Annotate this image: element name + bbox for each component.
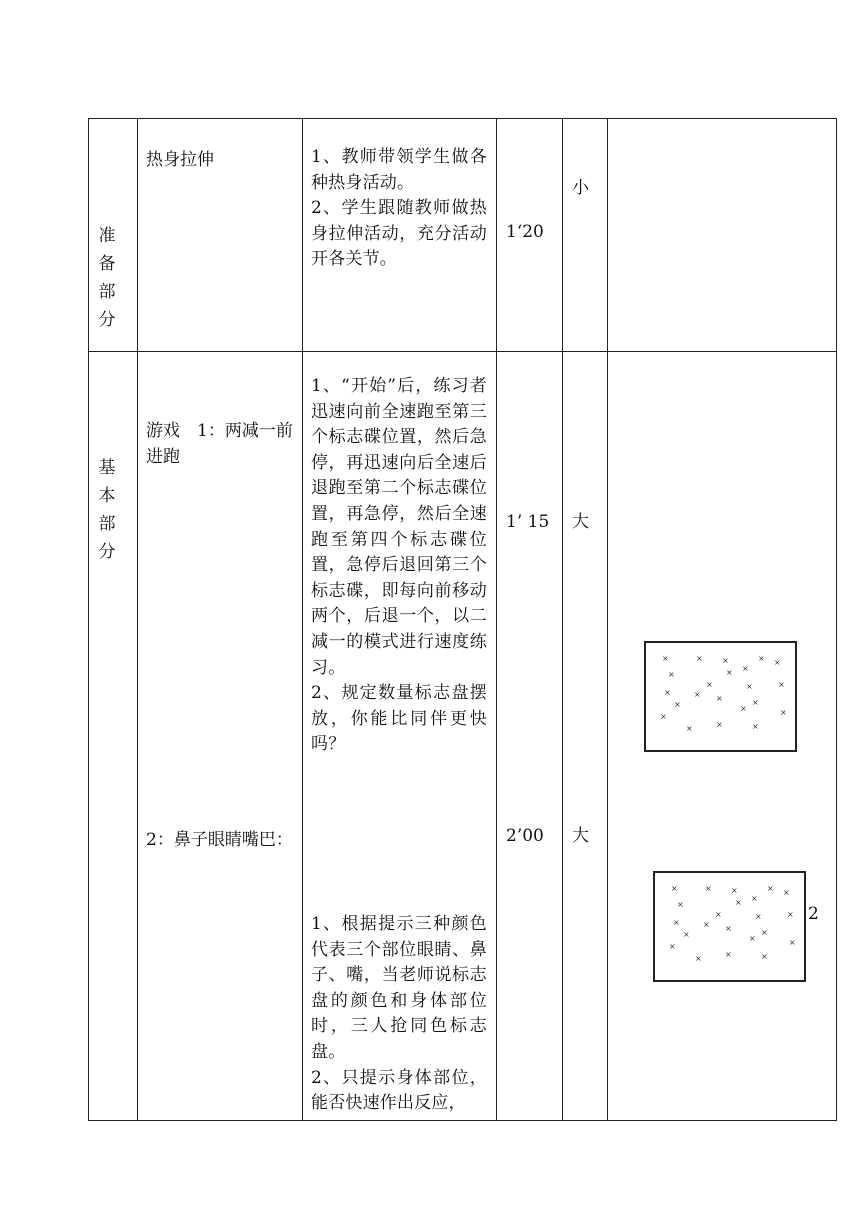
intensity-game2: 大 — [572, 826, 589, 846]
player-marker-icon: × — [742, 664, 749, 673]
player-marker-icon: × — [662, 654, 669, 663]
player-marker-icon: × — [752, 698, 759, 707]
player-marker-icon: × — [686, 724, 693, 733]
player-marker-icon: × — [695, 954, 702, 963]
player-marker-icon: × — [746, 682, 753, 691]
player-marker-icon: × — [751, 894, 758, 903]
content-game1 — [311, 374, 487, 758]
player-marker-icon: × — [683, 930, 690, 939]
player-marker-icon: × — [674, 700, 681, 709]
section-label-prep: 准备部分 — [98, 226, 116, 330]
formation-diagram-game1 — [644, 641, 797, 752]
player-marker-icon: × — [694, 690, 701, 699]
content-line: 2、规定数量标志盘摆放，你能比同伴更快吗？ — [311, 683, 487, 755]
content-game2 — [311, 912, 487, 1117]
player-marker-icon: × — [749, 934, 756, 943]
diagram-label: 2 — [808, 904, 819, 924]
player-marker-icon: × — [787, 910, 794, 919]
player-marker-icon: × — [761, 952, 768, 961]
section-label-basic: 基本部分 — [98, 458, 116, 562]
player-marker-icon: × — [716, 694, 723, 703]
content-line: 1、根据提示三种颜色代表三个部位眼睛、鼻子、嘴，当老师说标志盘的颜色和身体部位时，三人抢同色标志盘。 — [311, 914, 487, 1062]
column-divider — [137, 119, 138, 1120]
intensity-game1: 大 — [572, 512, 589, 532]
content-line: 1、“开始”后，练习者迅速向前全速跑至第三个标志碟位置，然后急停，再迅速向后全速后退跑至第二个标志碟位置，再急停，然后全速跑至第四个标志碟位置，急停后退回第三个标志碟，即每向前移动两个，后退一个，以二减一的模式进行速度练习。 — [311, 376, 487, 678]
player-marker-icon: × — [774, 658, 781, 667]
player-marker-icon: × — [696, 654, 703, 663]
player-marker-icon: × — [703, 920, 710, 929]
player-marker-icon: × — [778, 680, 785, 689]
player-marker-icon: × — [731, 886, 738, 895]
player-marker-icon: × — [761, 928, 768, 937]
content-line: 2、只提示身体部位，能否快速作出反应， — [311, 1067, 487, 1114]
player-marker-icon: × — [755, 912, 762, 921]
column-divider — [607, 119, 608, 1120]
player-marker-icon: × — [705, 884, 712, 893]
item-game2: 2：鼻子眼睛嘴巴： — [146, 830, 293, 850]
player-marker-icon: × — [725, 924, 732, 933]
content-line: 1、教师带领学生做各种热身活动。 — [311, 147, 487, 193]
player-marker-icon: × — [726, 668, 733, 677]
player-marker-icon: × — [660, 712, 667, 721]
intensity-prep: 小 — [572, 178, 589, 198]
player-marker-icon: × — [789, 938, 796, 947]
player-marker-icon: × — [722, 656, 729, 665]
column-divider — [302, 119, 303, 1120]
time-game2: 2’00 — [506, 826, 544, 846]
content-line: 2、学生跟随教师做热身拉伸活动，充分活动开各关节。 — [311, 198, 487, 270]
player-marker-icon: × — [706, 680, 713, 689]
formation-diagram-game2 — [653, 871, 806, 982]
player-marker-icon: × — [715, 910, 722, 919]
player-marker-icon: × — [735, 898, 742, 907]
player-marker-icon: × — [677, 900, 684, 909]
row-divider — [89, 351, 836, 352]
player-marker-icon: × — [673, 918, 680, 927]
player-marker-icon: × — [669, 942, 676, 951]
player-marker-icon: × — [740, 704, 747, 713]
time-game1: 1’ 15 — [506, 512, 550, 532]
player-marker-icon: × — [671, 884, 678, 893]
player-marker-icon: × — [767, 884, 774, 893]
column-divider — [562, 119, 563, 1120]
player-marker-icon: × — [725, 950, 732, 959]
player-marker-icon: × — [780, 708, 787, 717]
content-prep — [311, 145, 487, 273]
player-marker-icon: × — [752, 722, 759, 731]
item-game1: 游戏 1：两减一前进跑 — [146, 421, 293, 467]
player-marker-icon: × — [668, 670, 675, 679]
item-warmup: 热身拉伸 — [146, 150, 214, 170]
player-marker-icon: × — [783, 888, 790, 897]
column-divider — [496, 119, 497, 1120]
time-prep: 1‘20 — [506, 222, 544, 242]
player-marker-icon: × — [664, 688, 671, 697]
player-marker-icon: × — [758, 654, 765, 663]
player-marker-icon: × — [716, 720, 723, 729]
